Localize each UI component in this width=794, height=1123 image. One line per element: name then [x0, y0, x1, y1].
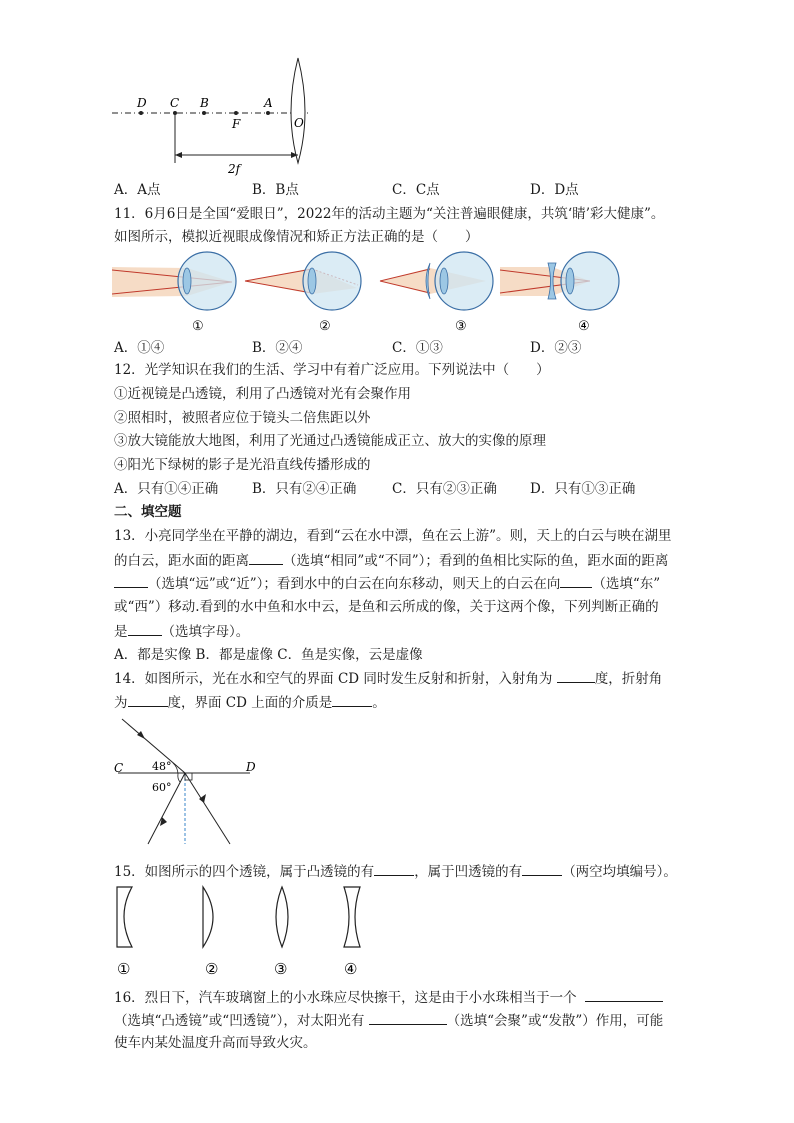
point-d — [139, 111, 143, 115]
label-d: D — [137, 96, 147, 110]
label-a: A — [264, 96, 273, 110]
q13-line5-text-a: 是 — [114, 624, 128, 640]
q10-option-b[interactable]: B．B点 — [252, 182, 299, 198]
lens-4-shape — [344, 887, 360, 947]
eye-lens — [308, 268, 316, 294]
q12-statement-1: ①近视镜是凸透镜，利用了凸透镜对光有会聚作用 — [114, 386, 411, 402]
eye-lens — [440, 268, 448, 294]
q14-blank-3[interactable] — [332, 692, 372, 707]
q16-line1 — [114, 987, 684, 1008]
q11-eye-diagrams — [112, 250, 632, 336]
q16-line1-text: 16．烈日下，汽车玻璃窗上的小水珠应尽快擦干，这是由于小水珠相当于一个 — [114, 990, 577, 1006]
q11-option-c[interactable]: C．①③ — [392, 340, 443, 356]
q13-blank-3[interactable] — [560, 573, 592, 588]
q10-option-c[interactable]: C．C点 — [392, 182, 440, 198]
label-2f: 2f — [228, 162, 241, 176]
section-heading: 二、填空题 — [114, 504, 182, 520]
lens-1-shape — [117, 887, 132, 947]
q11-stem-line1: 11．6月6日是全国“爱眼日”，2022年的活动主题为“关注普遍眼健康，共筑‘睛’彩大健康”。 — [114, 206, 665, 222]
eye-diagram-3 — [380, 252, 493, 334]
angle-60: 60° — [152, 781, 172, 794]
q14-refraction-diagram — [110, 716, 270, 846]
eye-label-3: ③ — [455, 319, 467, 334]
lens-label-1: ① — [117, 960, 131, 978]
q14-line2-text-c: 。 — [372, 695, 386, 711]
label-o: O — [294, 116, 304, 130]
eye-diagram-1 — [112, 252, 236, 334]
q12-stem: 12．光学知识在我们的生活、学习中有着广泛应用。下列说法中（ ） — [114, 362, 550, 378]
lens-label-3: ③ — [274, 960, 288, 978]
q11-option-b[interactable]: B．②④ — [252, 340, 303, 356]
angle-arc-60 — [178, 774, 180, 782]
q12-statement-3: ③放大镜能放大地图，利用了光通过凸透镜能成正立、放大的实像的原理 — [114, 433, 546, 449]
point-f — [234, 111, 238, 115]
q13-line1: 13．小亮同学坐在平静的湖边，看到“云在水中漂，鱼在云上游”。则，天上的白云与映在湖里 — [114, 528, 672, 544]
lens-2-shape — [203, 887, 213, 947]
q13-blank-4[interactable] — [128, 621, 162, 636]
q16-line2-text-b: （选填“会聚”或“发散”）作用，可能 — [446, 1013, 664, 1029]
q15-blank-1[interactable] — [374, 861, 414, 876]
q13-line2-text-b: （选填“相同”或“不同”）；看到的鱼相比实际的鱼，距水面的距离 — [283, 553, 669, 569]
label-d: D — [246, 760, 256, 774]
q12-option-b[interactable]: B．只有②④正确 — [252, 481, 357, 497]
q15-stem-text-a: 15．如图所示的四个透镜，属于凸透镜的有 — [114, 864, 375, 880]
q13-line3-text-a: （选填“远”或“近”）；看到水中的白云在向东移动，则天上的白云在向 — [148, 576, 561, 592]
q15-stem-text-b: ，属于凹透镜的有 — [414, 864, 523, 880]
q13-line4: 或“西”）移动.看到的水中鱼和水中云，是鱼和云所成的像，关于这两个像，下列判断正确的 — [114, 599, 659, 615]
angle-48: 48° — [152, 760, 172, 773]
label-c: C — [114, 761, 124, 775]
q16-blank-2[interactable] — [369, 1010, 447, 1025]
q12-option-a[interactable]: A．只有①④正确 — [114, 481, 219, 497]
q13-blank-1[interactable] — [249, 550, 283, 565]
q12-statement-4: ④阳光下绿树的影子是光沿直线传播形成的 — [114, 457, 371, 473]
label-f: F — [232, 117, 241, 131]
q14-line1-text-a: 14．如图所示，光在水和空气的界面 CD 同时发生反射和折射，入射角为 — [114, 671, 553, 687]
q14-line2-text-b: 度，界面 CD 上面的介质是 — [167, 695, 333, 711]
q13-line2-text-a: 的白云，距水面的距离 — [114, 553, 249, 569]
eye-diagram-2 — [245, 252, 361, 334]
label-c: C — [170, 96, 180, 110]
eye-diagram-4 — [500, 252, 619, 334]
q10-lens-diagram — [108, 55, 338, 180]
lens-label-2: ② — [205, 960, 219, 978]
eye-label-1: ① — [192, 319, 204, 334]
arrow-incident — [137, 731, 145, 739]
q11-stem-line2: 如图所示，模拟近视眼成像情况和矫正方法正确的是（ ） — [114, 229, 479, 245]
refracted-ray — [185, 773, 230, 844]
q14-blank-2[interactable] — [128, 692, 168, 707]
q13-line2 — [114, 550, 684, 571]
point-b — [202, 111, 206, 115]
q16-line2-text-a: （选填“凸透镜”或“凹透镜”），对太阳光有 — [114, 1013, 365, 1029]
label-b: B — [200, 96, 209, 110]
lens-label-4: ④ — [344, 960, 358, 978]
q15-stem-text-c: （两空均填编号）。 — [562, 864, 677, 880]
q11-option-a[interactable]: A．①④ — [114, 340, 165, 356]
lens-3-shape — [276, 887, 288, 947]
arrow-refracted — [199, 794, 206, 803]
q13-line5 — [114, 621, 684, 642]
eye-lens — [183, 268, 191, 294]
eye-lens — [566, 268, 574, 294]
eye-label-4: ④ — [578, 319, 590, 334]
q14-line2-text-a: 为 — [114, 695, 128, 711]
q14-line2 — [114, 692, 684, 713]
q10-option-d[interactable]: D．D点 — [530, 182, 579, 198]
q13-options[interactable]: A．都是实像 B．都是虚像 C．鱼是实像，云是虚像 — [114, 647, 423, 663]
q16-blank-1[interactable] — [585, 987, 663, 1002]
arrowhead-left — [175, 152, 182, 158]
q13-line3 — [114, 573, 684, 594]
point-a — [266, 111, 270, 115]
q12-statement-2: ②照相时，被照者应位于镜头二倍焦距以外 — [114, 410, 371, 426]
q10-option-a[interactable]: A．A点 — [114, 182, 161, 198]
eye-label-2: ② — [319, 319, 331, 334]
q14-blank-1[interactable] — [557, 668, 595, 683]
convex-lens — [291, 58, 305, 163]
q15-blank-2[interactable] — [522, 861, 562, 876]
q12-option-c[interactable]: C．只有②③正确 — [392, 481, 497, 497]
q14-line1 — [114, 668, 684, 689]
q11-option-d[interactable]: D．②③ — [530, 340, 582, 356]
q13-blank-2[interactable] — [114, 573, 148, 588]
q15-stem — [114, 861, 684, 882]
q14-line1-text-b: 度，折射角 — [594, 671, 663, 687]
q12-option-d[interactable]: D．只有①③正确 — [530, 481, 636, 497]
q13-line3-text-b: （选填“东” — [592, 576, 661, 592]
q15-lens-shapes — [110, 884, 390, 980]
q16-line3: 使车内某处温度升高而导致火灾。 — [114, 1035, 317, 1051]
q16-line2 — [114, 1010, 684, 1031]
q13-line5-text-b: （选填字母）。 — [161, 624, 250, 640]
